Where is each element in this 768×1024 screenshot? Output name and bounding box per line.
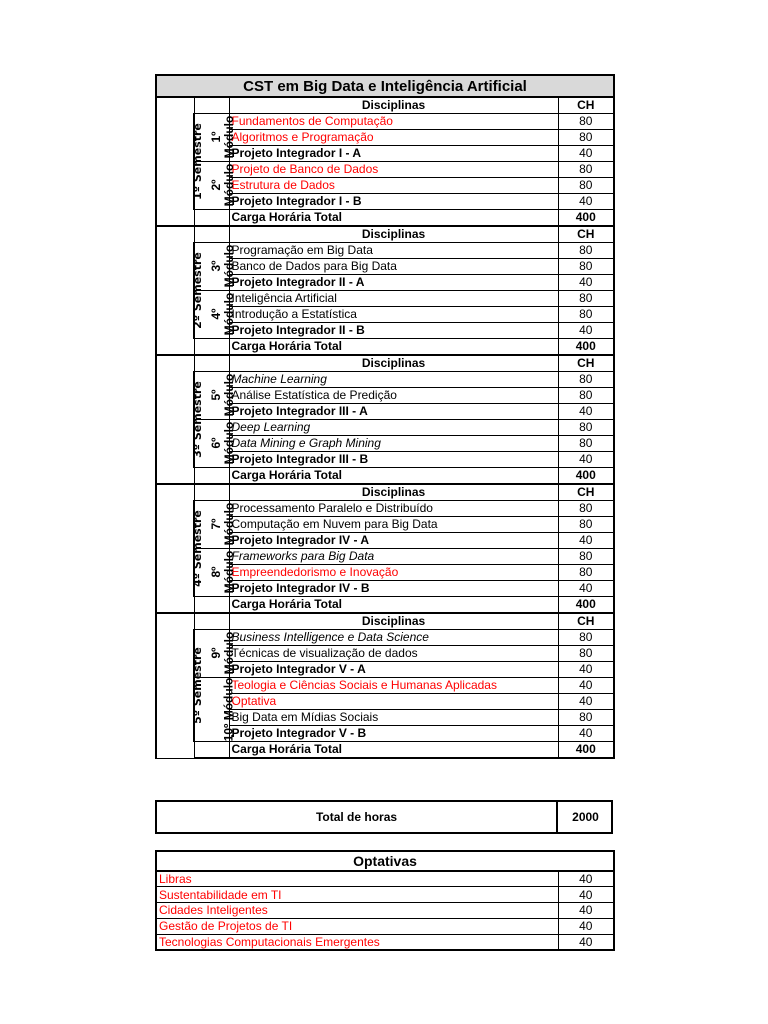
discipline-row — [156, 420, 614, 436]
discipline-ch: 40 — [558, 662, 614, 678]
optativa-name: Libras — [156, 871, 558, 887]
discipline-ch: 80 — [558, 436, 614, 452]
discipline-name: Projeto Integrador IV - A — [229, 533, 558, 549]
discipline-row — [156, 114, 614, 130]
discipline-name: Business Intelligence e Data Science — [229, 630, 558, 646]
module-blank — [194, 210, 229, 227]
discipline-row — [156, 549, 614, 565]
disciplinas-header: Disciplinas — [229, 613, 558, 630]
semester-label — [156, 355, 204, 484]
discipline-row — [156, 678, 614, 694]
optativa-ch: 40 — [558, 918, 614, 934]
discipline-name: Big Data em Mídias Sociais — [229, 710, 558, 726]
ch-header: CH — [558, 484, 614, 501]
discipline-ch: 40 — [558, 323, 614, 339]
semester-label — [156, 484, 204, 613]
module-label-text: 6º Módulo — [209, 421, 236, 465]
carga-total-row — [156, 597, 614, 614]
module-label-text: 8º Módulo — [209, 550, 236, 594]
ch-header: CH — [558, 97, 614, 114]
discipline-ch: 80 — [558, 549, 614, 565]
module-label-text: 5º Módulo — [209, 373, 236, 417]
discipline-ch: 80 — [558, 130, 614, 146]
disciplinas-header: Disciplinas — [229, 226, 558, 243]
semester-label-text: 1º Semestre — [190, 123, 204, 200]
optativa-ch: 40 — [558, 903, 614, 919]
discipline-name: Optativa — [229, 694, 558, 710]
carga-total-label: Carga Horária Total — [229, 339, 558, 356]
carga-total-label: Carga Horária Total — [229, 742, 558, 759]
discipline-name: Projeto Integrador II - A — [229, 275, 558, 291]
discipline-name: Projeto Integrador I - A — [229, 146, 558, 162]
semester-label — [156, 97, 204, 226]
module-blank — [194, 597, 229, 614]
semester-label-text: 5º Semestre — [190, 647, 204, 725]
module-label-text: 4º Módulo — [209, 292, 236, 336]
discipline-ch: 80 — [558, 710, 614, 726]
optativa-ch: 40 — [558, 934, 614, 950]
discipline-name: Computação em Nuvem para Big Data — [229, 517, 558, 533]
discipline-row — [156, 630, 614, 646]
discipline-name: Empreendedorismo e Inovação — [229, 565, 558, 581]
discipline-ch: 80 — [558, 501, 614, 517]
discipline-row — [156, 501, 614, 517]
discipline-ch: 80 — [558, 178, 614, 194]
carga-total-value: 400 — [558, 210, 614, 227]
discipline-name: Projeto de Banco de Dados — [229, 162, 558, 178]
discipline-ch: 80 — [558, 565, 614, 581]
ch-header: CH — [558, 226, 614, 243]
discipline-row — [156, 243, 614, 259]
discipline-ch: 80 — [558, 114, 614, 130]
discipline-ch: 80 — [558, 162, 614, 178]
discipline-name: Projeto Integrador III - B — [229, 452, 558, 468]
optativa-ch: 40 — [558, 871, 614, 887]
discipline-ch: 80 — [558, 291, 614, 307]
carga-total-row — [156, 468, 614, 485]
optativa-row — [156, 934, 614, 950]
discipline-name: Programação em Big Data — [229, 243, 558, 259]
carga-total-row — [156, 339, 614, 356]
optativas-table — [155, 850, 615, 951]
optativa-row — [156, 918, 614, 934]
semester-label — [156, 226, 204, 355]
optativa-name: Gestão de Projetos de TI — [156, 918, 558, 934]
module-label-text: 2º Módulo — [209, 163, 236, 207]
discipline-ch: 40 — [558, 452, 614, 468]
curriculum-table — [155, 74, 615, 759]
discipline-ch: 40 — [558, 404, 614, 420]
discipline-name: Técnicas de visualização de dados — [229, 646, 558, 662]
semester-label — [156, 613, 204, 758]
carga-total-value: 400 — [558, 339, 614, 356]
carga-total-value: 400 — [558, 468, 614, 485]
carga-total-label: Carga Horária Total — [229, 468, 558, 485]
disciplinas-header: Disciplinas — [229, 484, 558, 501]
discipline-name: Machine Learning — [229, 372, 558, 388]
total-hours-label: Total de horas — [157, 802, 558, 832]
carga-total-label: Carga Horária Total — [229, 210, 558, 227]
discipline-name: Algoritmos e Programação — [229, 130, 558, 146]
course-title: CST em Big Data e Inteligência Artificial — [156, 75, 614, 97]
optativa-name: Tecnologias Computacionais Emergentes — [156, 934, 558, 950]
discipline-row — [156, 162, 614, 178]
discipline-name: Teologia e Ciências Sociais e Humanas Aplicadas — [229, 678, 558, 694]
discipline-ch: 80 — [558, 630, 614, 646]
discipline-name: Projeto Integrador II - B — [229, 323, 558, 339]
discipline-ch: 80 — [558, 420, 614, 436]
discipline-ch: 40 — [558, 726, 614, 742]
discipline-name: Fundamentos de Computação — [229, 114, 558, 130]
discipline-ch: 80 — [558, 517, 614, 533]
disciplinas-header: Disciplinas — [229, 97, 558, 114]
optativa-row — [156, 871, 614, 887]
discipline-row — [156, 372, 614, 388]
module-label-text: 10º Módulo — [221, 677, 236, 742]
discipline-ch: 80 — [558, 388, 614, 404]
carga-total-value: 400 — [558, 742, 614, 759]
carga-total-row — [156, 742, 614, 759]
carga-total-row — [156, 210, 614, 227]
discipline-ch: 80 — [558, 372, 614, 388]
ch-header: CH — [558, 613, 614, 630]
carga-total-value: 400 — [558, 597, 614, 614]
discipline-ch: 80 — [558, 307, 614, 323]
discipline-ch: 40 — [558, 694, 614, 710]
module-label-text: 1º Módulo — [209, 115, 236, 159]
module-label-text: 7º Módulo — [209, 502, 236, 546]
discipline-name: Deep Learning — [229, 420, 558, 436]
total-hours-box — [155, 800, 613, 834]
module-blank — [194, 468, 229, 485]
discipline-name: Inteligência Artificial — [229, 291, 558, 307]
carga-total-label: Carga Horária Total — [229, 597, 558, 614]
optativa-name: Sustentabilidade em TI — [156, 887, 558, 903]
discipline-name: Processamento Paralelo e Distribuído — [229, 501, 558, 517]
module-label-text: 9º Módulo — [209, 631, 236, 675]
discipline-name: Estrutura de Dados — [229, 178, 558, 194]
module-label-text: 3º Módulo — [209, 244, 236, 288]
discipline-ch: 40 — [558, 194, 614, 210]
discipline-row — [156, 291, 614, 307]
discipline-name: Banco de Dados para Big Data — [229, 259, 558, 275]
discipline-ch: 40 — [558, 533, 614, 549]
total-hours-value: 2000 — [572, 810, 599, 824]
discipline-name: Projeto Integrador I - B — [229, 194, 558, 210]
ch-header: CH — [558, 355, 614, 372]
discipline-ch: 80 — [558, 259, 614, 275]
discipline-ch: 40 — [558, 275, 614, 291]
optativa-ch: 40 — [558, 887, 614, 903]
discipline-name: Análise Estatística de Predição — [229, 388, 558, 404]
discipline-name: Frameworks para Big Data — [229, 549, 558, 565]
discipline-name: Projeto Integrador IV - B — [229, 581, 558, 597]
optativa-name: Cidades Inteligentes — [156, 903, 558, 919]
semester-label-text: 2º Semestre — [190, 252, 204, 329]
discipline-ch: 40 — [558, 678, 614, 694]
discipline-name: Projeto Integrador V - A — [229, 662, 558, 678]
discipline-ch: 40 — [558, 581, 614, 597]
discipline-name: Introdução a Estatística — [229, 307, 558, 323]
discipline-ch: 80 — [558, 243, 614, 259]
discipline-name: Projeto Integrador V - B — [229, 726, 558, 742]
disciplinas-header: Disciplinas — [229, 355, 558, 372]
module-blank — [194, 339, 229, 356]
optativas-title: Optativas — [156, 851, 614, 871]
discipline-name: Projeto Integrador III - A — [229, 404, 558, 420]
discipline-name: Data Mining e Graph Mining — [229, 436, 558, 452]
discipline-ch: 40 — [558, 146, 614, 162]
module-blank — [194, 742, 229, 759]
semester-label-text: 4º Semestre — [190, 510, 204, 587]
optativa-row — [156, 887, 614, 903]
optativa-row — [156, 903, 614, 919]
discipline-ch: 80 — [558, 646, 614, 662]
semester-label-text: 3º Semestre — [190, 381, 204, 458]
